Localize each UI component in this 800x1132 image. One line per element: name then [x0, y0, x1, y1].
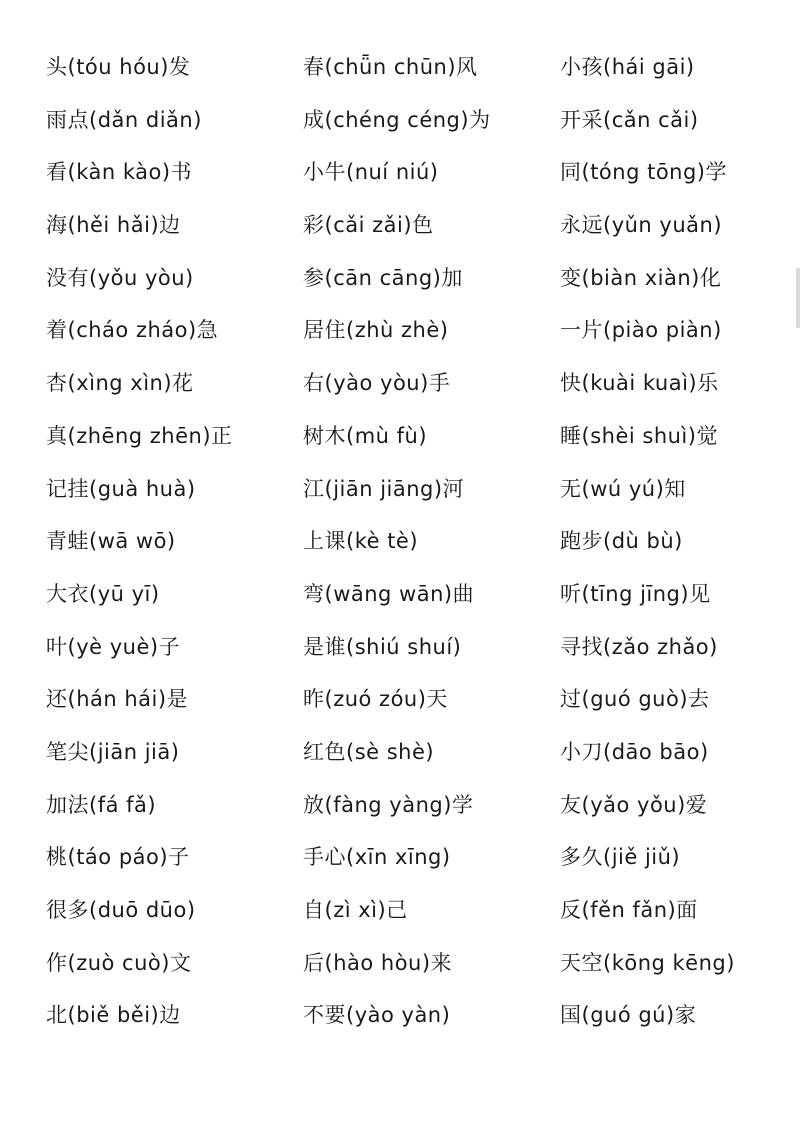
word-item: 桃(táo páo)子 [46, 845, 190, 870]
word-item: 作(zuò cuò)文 [46, 950, 192, 975]
word-item: 居住(zhù zhè) [303, 318, 449, 343]
word-item: 小牛(nuí niú) [303, 160, 439, 185]
word-item: 看(kàn kào)书 [46, 160, 193, 185]
word-column-1 [46, 44, 296, 1045]
word-item: 加法(fá fǎ) [46, 792, 157, 817]
word-item: 友(yǎo yǒu)爱 [560, 792, 708, 817]
word-item: 记挂(guà huà) [46, 476, 196, 501]
word-item: 听(tīng jīng)见 [560, 581, 711, 606]
word-item: 雨点(dǎn diǎn) [46, 107, 202, 132]
word-item: 国(guó gú)家 [560, 1003, 697, 1028]
word-item: 成(chéng céng)为 [303, 107, 491, 132]
word-item: 参(cān cāng)加 [303, 265, 463, 290]
word-item: 上课(kè tè) [303, 529, 419, 554]
word-item: 头(tóu hóu)发 [46, 55, 191, 79]
word-column-3 [560, 44, 800, 1045]
word-item: 没有(yǒu yòu) [46, 265, 194, 290]
word-item: 春(chǖn chūn)风 [303, 55, 478, 79]
word-item: 海(hěi hǎi)边 [46, 213, 181, 238]
word-item: 开采(cǎn cǎi) [560, 107, 699, 132]
word-item: 一片(piào piàn) [560, 318, 722, 343]
word-item: 无(wú yú)知 [560, 476, 686, 501]
word-item: 天空(kōng kēng) [560, 950, 735, 975]
word-item: 同(tóng tōng)学 [560, 160, 728, 185]
word-item: 快(kuài kuaì)乐 [560, 371, 719, 396]
word-item: 不要(yào yàn) [303, 1003, 451, 1028]
word-item: 红色(sè shè) [303, 739, 435, 764]
word-item: 彩(cǎi zǎi)色 [303, 213, 434, 238]
word-item: 变(biàn xiàn)化 [560, 265, 722, 290]
word-item: 树木(mù fù) [303, 423, 428, 448]
word-item: 后(hào hòu)来 [303, 950, 453, 975]
word-item: 大衣(yū yī) [46, 581, 160, 606]
word-item: 小孩(hái gāi) [560, 55, 695, 79]
word-item: 是谁(shiú shuí) [303, 634, 462, 659]
word-item: 反(fěn fǎn)面 [560, 898, 698, 922]
word-item: 青蛙(wā wō) [46, 529, 176, 554]
word-item: 笔尖(jiān jiā) [46, 739, 180, 764]
page-edge-mark [796, 268, 800, 328]
word-item: 弯(wāng wān)曲 [303, 581, 475, 606]
word-item: 着(cháo zháo)急 [46, 318, 219, 343]
word-item: 昨(zuó zóu)天 [303, 687, 448, 712]
word-item: 过(guó guò)去 [560, 687, 710, 712]
word-item: 放(fàng yàng)学 [303, 792, 474, 817]
word-item: 多久(jiě jiǔ) [560, 845, 681, 870]
word-item: 寻找(zǎo zhǎo) [560, 634, 718, 659]
word-item: 很多(duō dūo) [46, 898, 196, 922]
word-column-2 [303, 44, 553, 1045]
word-item: 自(zì xì)己 [303, 898, 408, 922]
word-item: 手心(xīn xīng) [303, 845, 451, 870]
word-item: 江(jiān jiāng)河 [303, 476, 465, 501]
word-item: 睡(shèi shuì)觉 [560, 423, 718, 448]
word-item: 跑步(dù bù) [560, 529, 683, 554]
word-item: 真(zhēng zhēn)正 [46, 423, 233, 448]
word-item: 杏(xìng xìn)花 [46, 371, 194, 396]
word-item: 北(biě běi)边 [46, 1003, 181, 1028]
word-item: 叶(yè yuè)子 [46, 634, 181, 659]
word-item: 还(hán hái)是 [46, 687, 189, 712]
word-item: 右(yào yòu)手 [303, 371, 451, 396]
word-item: 永远(yǔn yuǎn) [560, 213, 723, 238]
word-item: 小刀(dāo bāo) [560, 739, 709, 764]
